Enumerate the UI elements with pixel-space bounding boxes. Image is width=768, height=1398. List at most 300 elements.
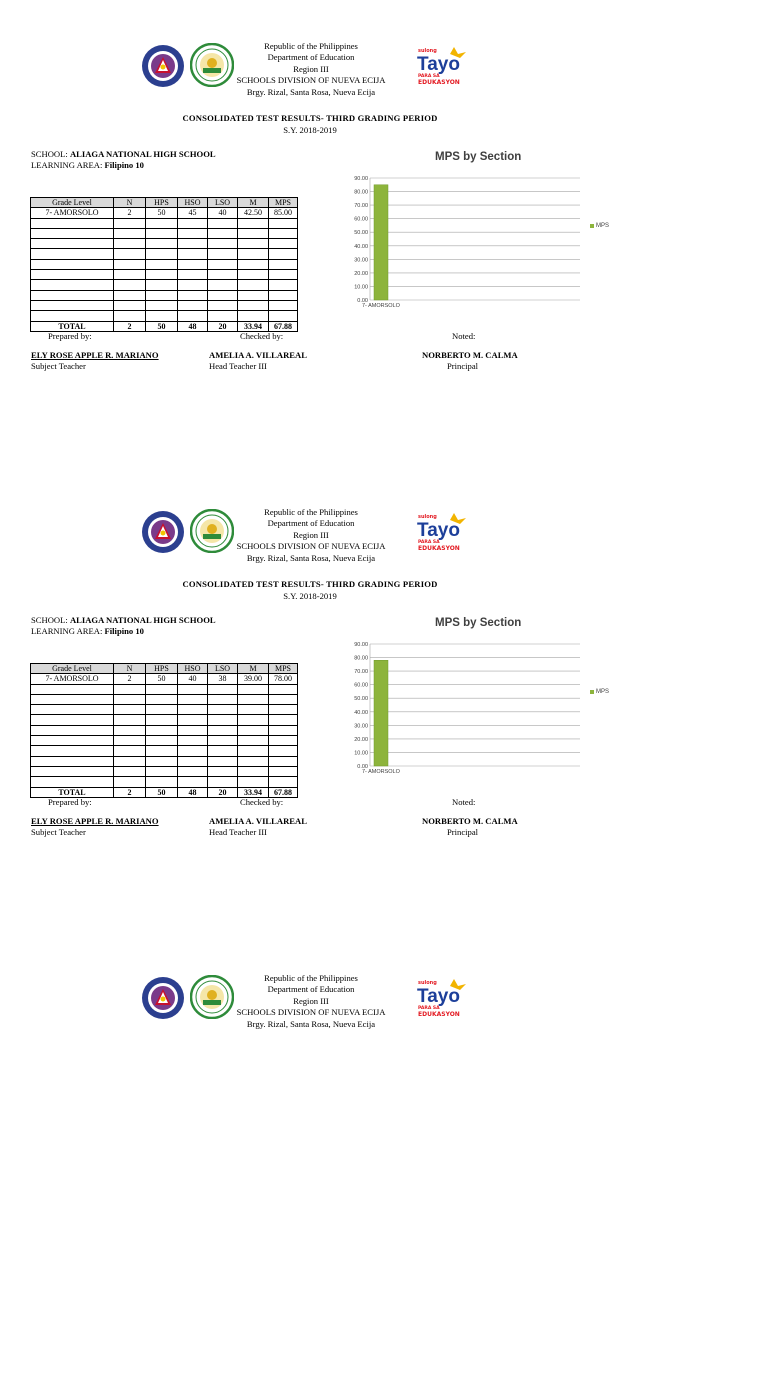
table-header-row [31,664,298,674]
legend-label: MPS [596,689,610,695]
y-tick-label: 40.00 [354,243,368,250]
table-cell [178,270,208,280]
table-cell: 50 [146,321,178,331]
deped-seal-icon [141,976,185,1020]
table-cell: HPS [146,664,178,674]
letterhead-line: Region III [293,995,329,1006]
report-title [150,578,470,602]
table-cell [238,218,269,228]
letterhead-line: Brgy. Rizal, Santa Rosa, Nueva Ecija [246,1018,376,1029]
x-tick-label: 7- AMORSOLO [362,769,400,775]
school-year: S.Y. 2018-2019 [283,591,337,601]
sulong-word: sulong [418,48,437,54]
table-cell: 2 [114,674,146,684]
table-row-empty [31,259,298,269]
table-row-empty [31,756,298,766]
y-tick-label: 70.00 [354,203,368,210]
table-cell: 33.94 [238,787,269,797]
table-cell [31,300,114,310]
table-total-row [31,787,298,797]
learning-area-label: LEARNING AREA: [31,159,103,170]
y-tick-label: 0.00 [357,764,368,770]
table-cell [146,705,178,715]
letterhead-line: Republic of the Philippines [264,507,358,517]
table-cell: M [238,198,269,208]
school-info [31,149,216,170]
table-cell [269,715,298,725]
table-cell: N [114,664,146,674]
edukasyon-word: EDUKASYON [418,545,460,552]
letterhead-line: Department of Education [267,52,355,63]
letterhead-line: Department of Education [267,984,355,995]
table-cell: MPS [269,664,298,674]
table-cell [269,290,298,300]
head-name: AMELIA A. VILLAREAL [209,816,307,826]
table-cell [146,725,178,735]
table-cell [178,694,208,704]
table-cell [114,684,146,694]
letterhead-line: SCHOOLS DIVISION OF NUEVA ECIJA [236,541,386,552]
table-row-empty [31,715,298,725]
table-cell: 78.00 [269,674,298,684]
edukasyon-word: EDUKASYON [418,1011,460,1018]
table-cell [269,259,298,269]
table-row-empty [31,725,298,735]
table-cell [114,746,146,756]
principal-signature [422,350,518,372]
table-cell [178,746,208,756]
table-cell: N [114,198,146,208]
para-sa-word: PARA SA [418,1006,440,1011]
letterhead [226,41,396,98]
table-cell [269,756,298,766]
letterhead [226,507,396,564]
teacher-signature [31,350,159,372]
table-cell [238,705,269,715]
table-cell [114,766,146,776]
table-cell: 48 [178,787,208,797]
y-tick-label: 10.00 [354,284,368,291]
results-table [30,663,298,798]
table-cell [146,239,178,249]
table-cell [31,290,114,300]
sulong-edukasyon-logo [414,510,472,554]
table-cell [31,725,114,735]
table-cell [208,756,238,766]
letterhead-line: Region III [293,63,329,74]
table-cell: LSO [208,198,238,208]
table-cell: 40 [178,674,208,684]
prepared-label: Prepared by: [48,331,92,341]
table-cell [178,684,208,694]
tayo-word: Tayo [417,986,460,1007]
table-cell [31,684,114,694]
table-cell [208,270,238,280]
letterhead-line: Republic of the Philippines [264,973,358,983]
table-row-empty [31,311,298,321]
y-tick-label: 90.00 [354,642,368,648]
head-signature [209,816,307,838]
table-cell: 33.94 [238,321,269,331]
table-row-empty [31,228,298,238]
table-cell: M [238,664,269,674]
table-cell [238,249,269,259]
principal-name: NORBERTO M. CALMA [422,816,518,826]
table-cell [208,766,238,776]
table-cell [238,756,269,766]
table-cell [31,249,114,259]
table-cell [178,777,208,787]
school-name: ALIAGA NATIONAL HIGH SCHOOL [69,149,216,159]
y-tick-label: 0.00 [357,298,368,304]
table-cell [146,290,178,300]
letterhead-line: Republic of the Philippines [264,41,358,51]
table-cell [208,684,238,694]
table-cell [238,228,269,238]
table-cell [178,228,208,238]
table-cell [114,239,146,249]
table-cell [238,280,269,290]
table-cell [31,694,114,704]
chart-title: MPS by Section [435,617,522,629]
table-cell [146,311,178,321]
mps-chart [340,147,610,317]
table-row-empty [31,300,298,310]
head-title: Head Teacher III [209,827,267,837]
table-cell: 50 [146,208,178,218]
table-cell: HPS [146,198,178,208]
table-cell [208,280,238,290]
head-title: Head Teacher III [209,361,267,371]
table-cell [146,694,178,704]
table-cell [238,736,269,746]
table-cell [114,736,146,746]
para-sa-word: PARA SA [418,74,440,79]
table-cell [178,705,208,715]
table-cell [269,239,298,249]
table-cell [114,725,146,735]
table-cell [208,259,238,269]
table-cell [238,777,269,787]
tayo-word: Tayo [417,54,460,75]
checked-label: Checked by: [240,331,284,341]
table-cell [114,218,146,228]
table-cell [208,777,238,787]
table-row [31,674,298,684]
report-sheet [0,466,768,932]
y-tick-label: 90.00 [354,176,368,182]
table-cell [146,228,178,238]
chart-plot [340,613,600,783]
table-cell [31,756,114,766]
table-row-empty [31,280,298,290]
table-cell: 2 [114,787,146,797]
table-row-empty [31,239,298,249]
table-cell [31,705,114,715]
table-cell [178,725,208,735]
table-row-empty [31,777,298,787]
table-total-row [31,321,298,331]
table-cell [178,218,208,228]
table-cell [208,218,238,228]
principal-name: NORBERTO M. CALMA [422,350,518,360]
table-cell [114,280,146,290]
table-cell [31,228,114,238]
table-row-empty [31,766,298,776]
table-cell [269,746,298,756]
table-cell [269,766,298,776]
table-cell: 39.00 [238,674,269,684]
table-cell [114,705,146,715]
y-tick-label: 20.00 [354,270,368,277]
table-cell [269,228,298,238]
table-cell [269,280,298,290]
table-cell [178,756,208,766]
sulong-word: sulong [418,514,437,520]
table-cell [146,766,178,776]
principal-title: Principal [447,827,479,837]
chart-plot [340,147,600,317]
table-cell [146,270,178,280]
learning-area-value: Filipino 10 [104,625,144,636]
table-cell [31,311,114,321]
table-cell: 40 [208,208,238,218]
table-cell [269,725,298,735]
table-cell [238,725,269,735]
table-cell [178,311,208,321]
table-cell [114,715,146,725]
table-cell: Grade Level [31,664,114,674]
table-cell [114,249,146,259]
sulong-word: sulong [418,980,437,986]
table-cell: MPS [269,198,298,208]
legend-label: MPS [596,223,610,229]
table-cell [238,766,269,776]
report-title-text: CONSOLIDATED TEST RESULTS- THIRD GRADING PERIOD [182,113,438,123]
table-row-empty [31,694,298,704]
table-cell [208,715,238,725]
y-tick-label: 40.00 [354,709,368,716]
table-cell: 67.88 [269,321,298,331]
table-cell [146,736,178,746]
table-cell [238,311,269,321]
letterhead-line: Region III [293,529,329,540]
table-cell: TOTAL [31,787,114,797]
table-cell [146,715,178,725]
table-cell [269,684,298,694]
chart-legend [590,689,609,695]
table-cell [178,736,208,746]
table-cell [114,311,146,321]
school-year: S.Y. 2018-2019 [283,125,337,135]
report-sheet [0,932,768,1398]
table-header-row [31,198,298,208]
y-tick-label: 80.00 [354,655,368,662]
table-cell [269,218,298,228]
table-cell [114,300,146,310]
table-cell [238,746,269,756]
table-row-empty [31,736,298,746]
noted-label: Noted: [452,331,476,341]
teacher-signature [31,816,159,838]
y-tick-label: 10.00 [354,750,368,757]
table-cell [238,300,269,310]
table-cell [269,311,298,321]
table-cell [146,746,178,756]
legend-swatch [590,690,594,694]
principal-signature [422,816,518,838]
table-cell [208,694,238,704]
teacher-name: ELY ROSE APPLE R. MARIANO [31,350,159,360]
table-row-empty [31,249,298,259]
table-cell [208,311,238,321]
table-cell [31,259,114,269]
chart-legend [590,223,609,229]
results-table [30,197,298,332]
table-row-empty [31,746,298,756]
prepared-label: Prepared by: [48,797,92,807]
table-cell [238,270,269,280]
table-cell [269,249,298,259]
table-cell [208,725,238,735]
y-tick-label: 30.00 [354,723,368,730]
table-cell [238,239,269,249]
table-cell [31,715,114,725]
table-cell [31,239,114,249]
table-cell [208,746,238,756]
table-cell [208,239,238,249]
table-cell [146,300,178,310]
table-cell: 20 [208,321,238,331]
letterhead-line: Brgy. Rizal, Santa Rosa, Nueva Ecija [246,86,376,97]
teacher-name: ELY ROSE APPLE R. MARIANO [31,816,159,826]
table-cell [178,300,208,310]
table-cell [208,300,238,310]
teacher-title: Subject Teacher [31,361,86,371]
table-cell: 50 [146,787,178,797]
table-cell [31,746,114,756]
table-cell [146,684,178,694]
y-tick-label: 80.00 [354,189,368,196]
table-cell [178,280,208,290]
table-cell [238,694,269,704]
table-cell [178,766,208,776]
letterhead [226,973,396,1030]
table-cell: HSO [178,664,208,674]
table-row-empty [31,684,298,694]
school-label: SCHOOL: [31,615,68,625]
table-cell [146,280,178,290]
table-cell: 20 [208,787,238,797]
table-cell [146,218,178,228]
table-cell [31,218,114,228]
mps-chart [340,613,610,783]
table-row [31,208,298,218]
para-sa-word: PARA SA [418,540,440,545]
chart-bar [374,185,388,300]
table-cell: HSO [178,198,208,208]
table-cell [146,777,178,787]
teacher-title: Subject Teacher [31,827,86,837]
table-cell: 48 [178,321,208,331]
table-cell [269,705,298,715]
chart-title: MPS by Section [435,151,522,163]
y-tick-label: 50.00 [354,230,368,237]
table-cell: LSO [208,664,238,674]
deped-seal-icon [141,510,185,554]
school-name: ALIAGA NATIONAL HIGH SCHOOL [69,615,216,625]
table-cell [269,777,298,787]
table-cell [31,766,114,776]
deped-seal-icon [141,44,185,88]
table-cell [238,684,269,694]
table-row-empty [31,705,298,715]
table-cell: TOTAL [31,321,114,331]
table-row-empty [31,270,298,280]
table-row-empty [31,290,298,300]
table-cell [269,270,298,280]
head-name: AMELIA A. VILLAREAL [209,350,307,360]
y-tick-label: 20.00 [354,736,368,743]
table-cell: Grade Level [31,198,114,208]
table-cell [146,756,178,766]
table-row-empty [31,218,298,228]
head-signature [209,350,307,372]
report-title [150,112,470,136]
table-cell: 45 [178,208,208,218]
table-cell: 38 [208,674,238,684]
table-cell: 2 [114,208,146,218]
table-cell [178,239,208,249]
noted-label: Noted: [452,797,476,807]
y-tick-label: 30.00 [354,257,368,264]
table-cell [178,715,208,725]
letterhead-line: SCHOOLS DIVISION OF NUEVA ECIJA [236,75,386,86]
legend-swatch [590,224,594,228]
table-cell: 67.88 [269,787,298,797]
edukasyon-word: EDUKASYON [418,79,460,86]
table-cell [178,249,208,259]
table-cell [114,290,146,300]
table-cell [31,280,114,290]
letterhead-line: Brgy. Rizal, Santa Rosa, Nueva Ecija [246,552,376,563]
table-cell [238,259,269,269]
table-cell [269,694,298,704]
table-cell [114,259,146,269]
table-cell [178,259,208,269]
table-cell [178,290,208,300]
table-cell [208,705,238,715]
table-cell [31,736,114,746]
table-cell [238,715,269,725]
y-tick-label: 60.00 [354,216,368,223]
table-cell [146,259,178,269]
tayo-word: Tayo [417,520,460,541]
y-tick-label: 50.00 [354,696,368,703]
report-sheet [0,0,768,466]
sulong-edukasyon-logo [414,976,472,1020]
checked-label: Checked by: [240,797,284,807]
table-cell: 7- AMORSOLO [31,208,114,218]
table-cell [208,228,238,238]
learning-area-value: Filipino 10 [104,159,144,170]
principal-title: Principal [447,361,479,371]
table-cell [146,249,178,259]
table-cell [208,249,238,259]
letterhead-line: Department of Education [267,518,355,529]
learning-area-label: LEARNING AREA: [31,625,103,636]
table-cell: 42.50 [238,208,269,218]
